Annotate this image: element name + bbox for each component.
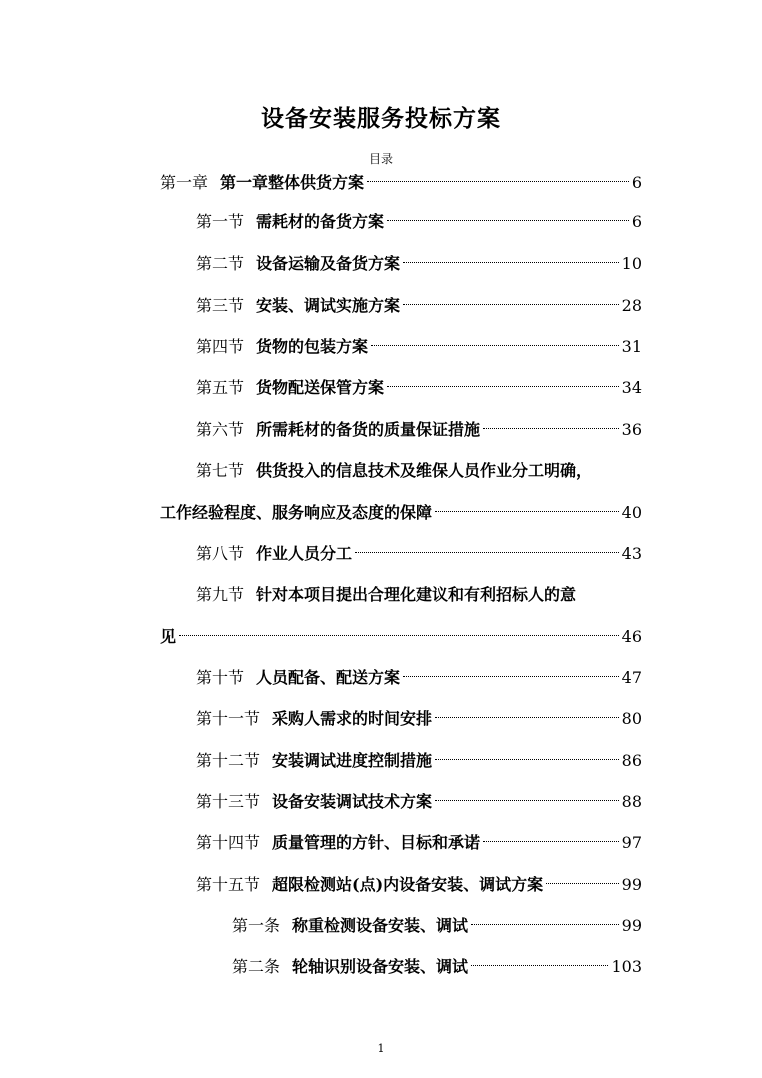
toc-page: 28: [621, 296, 642, 315]
toc-title: 人员配备、配送方案: [256, 668, 401, 687]
toc-number: 第八节: [196, 544, 245, 563]
toc-number: 第一条: [232, 916, 281, 935]
toc-entry-section-6[interactable]: [196, 416, 642, 444]
document-title: 设备安装服务投标方案: [261, 105, 501, 132]
toc-entry-article-2[interactable]: [232, 953, 642, 981]
dot-leader: [483, 841, 619, 842]
toc-title: 作业人员分工: [256, 544, 353, 563]
toc-title: 采购人需求的时间安排: [272, 709, 433, 728]
toc-entry-article-1[interactable]: [232, 912, 642, 940]
toc-title: 需耗材的备货方案: [256, 212, 385, 231]
dot-leader: [371, 345, 619, 346]
toc-number: 第六节: [196, 420, 245, 439]
toc-number: 第十三节: [196, 792, 261, 811]
toc-number: 第十二节: [196, 751, 261, 770]
toc-title: 称重检测设备安装、调试: [292, 916, 469, 935]
toc-entry-section-5[interactable]: [196, 374, 642, 402]
dot-leader: [403, 304, 619, 305]
toc-title-line2: 见: [160, 627, 177, 646]
dot-leader: [471, 965, 608, 966]
toc-entry-section-11[interactable]: [196, 705, 642, 733]
toc-title-line1: 供货投入的信息技术及维保人员作业分工明确，: [256, 461, 593, 480]
toc-number: 第十一节: [196, 709, 261, 728]
toc-entry-chapter-1[interactable]: [160, 169, 642, 197]
toc-number: 第一节: [196, 212, 245, 231]
toc-number: 第七节: [196, 461, 245, 480]
toc-title-line2: 工作经验程度、服务响应及态度的保障: [160, 503, 433, 522]
toc-title: 第一章整体供货方案: [220, 173, 365, 192]
toc-title: 质量管理的方针、目标和承诺: [272, 833, 481, 852]
toc-page: 43: [621, 544, 642, 563]
toc-title-line1: 针对本项目提出合理化建议和有利招标人的意: [256, 585, 577, 604]
toc-page: 99: [621, 875, 642, 894]
toc-page: 40: [621, 503, 642, 522]
dot-leader: [403, 262, 619, 263]
toc-entry-section-3[interactable]: [196, 292, 642, 320]
dot-leader: [471, 924, 619, 925]
toc-page: 31: [621, 337, 642, 356]
toc-page: 6: [631, 173, 642, 192]
dot-leader: [435, 800, 619, 801]
toc-page: 34: [621, 378, 642, 397]
toc-number: 第二节: [196, 254, 245, 273]
toc-page: 80: [621, 709, 642, 728]
dot-leader: [355, 552, 619, 553]
toc-entry-section-15[interactable]: [196, 871, 642, 899]
toc-number: 第五节: [196, 378, 245, 397]
toc-number: 第十五节: [196, 875, 261, 894]
toc-heading: 目录: [368, 152, 393, 166]
toc-entry-section-1[interactable]: [196, 208, 642, 236]
toc-title: 设备运输及备货方案: [256, 254, 401, 273]
toc-number: 第二条: [232, 957, 281, 976]
toc-page: 47: [621, 668, 642, 687]
toc-entry-section-14[interactable]: [196, 829, 642, 857]
toc-title: 超限检测站(点)内设备安装、调试方案: [272, 875, 544, 894]
toc-page: 46: [621, 627, 642, 646]
toc-title: 设备安装调试技术方案: [272, 792, 433, 811]
dot-leader: [179, 635, 619, 636]
dot-leader: [435, 759, 619, 760]
toc-entry-section-13[interactable]: [196, 788, 642, 816]
toc-entry-section-9-line1[interactable]: [196, 581, 576, 609]
toc-page: 88: [621, 792, 642, 811]
toc-entry-section-7-line1[interactable]: [196, 457, 592, 485]
toc-entry-section-2[interactable]: [196, 250, 642, 278]
dot-leader: [367, 181, 629, 182]
toc-entry-section-12[interactable]: [196, 747, 642, 775]
dot-leader: [546, 883, 618, 884]
toc-page: 6: [631, 212, 642, 231]
toc-title: 货物的包装方案: [256, 337, 369, 356]
toc-number: 第四节: [196, 337, 245, 356]
dot-leader: [387, 386, 619, 387]
dot-leader: [403, 676, 619, 677]
toc-entry-section-10[interactable]: [196, 664, 642, 692]
toc-entry-section-4[interactable]: [196, 333, 642, 361]
toc-title: 安装调试进度控制措施: [272, 751, 433, 770]
toc-title: 安装、调试实施方案: [256, 296, 401, 315]
toc-page: 97: [621, 833, 642, 852]
dot-leader: [483, 428, 619, 429]
toc-number: 第九节: [196, 585, 245, 604]
toc-title: 轮轴识别设备安装、调试: [292, 957, 469, 976]
toc-number: 第三节: [196, 296, 245, 315]
toc-page: 36: [621, 420, 642, 439]
dot-leader: [435, 511, 619, 512]
toc-title: 货物配送保管方案: [256, 378, 385, 397]
toc-page: 99: [621, 916, 642, 935]
toc-number: 第十节: [196, 668, 245, 687]
toc-title: 所需耗材的备货的质量保证措施: [256, 420, 481, 439]
dot-leader: [387, 220, 629, 221]
toc-entry-section-7-line2[interactable]: [160, 499, 642, 527]
toc-entry-section-8[interactable]: [196, 540, 642, 568]
toc-page: 86: [621, 751, 642, 770]
dot-leader: [435, 717, 619, 718]
toc-number: 第十四节: [196, 833, 261, 852]
toc-page: 103: [611, 957, 642, 976]
toc-number: 第一章: [160, 173, 209, 192]
page-number: 1: [377, 1042, 385, 1055]
toc-page: 10: [621, 254, 642, 273]
toc-entry-section-9-line2[interactable]: [160, 623, 642, 651]
